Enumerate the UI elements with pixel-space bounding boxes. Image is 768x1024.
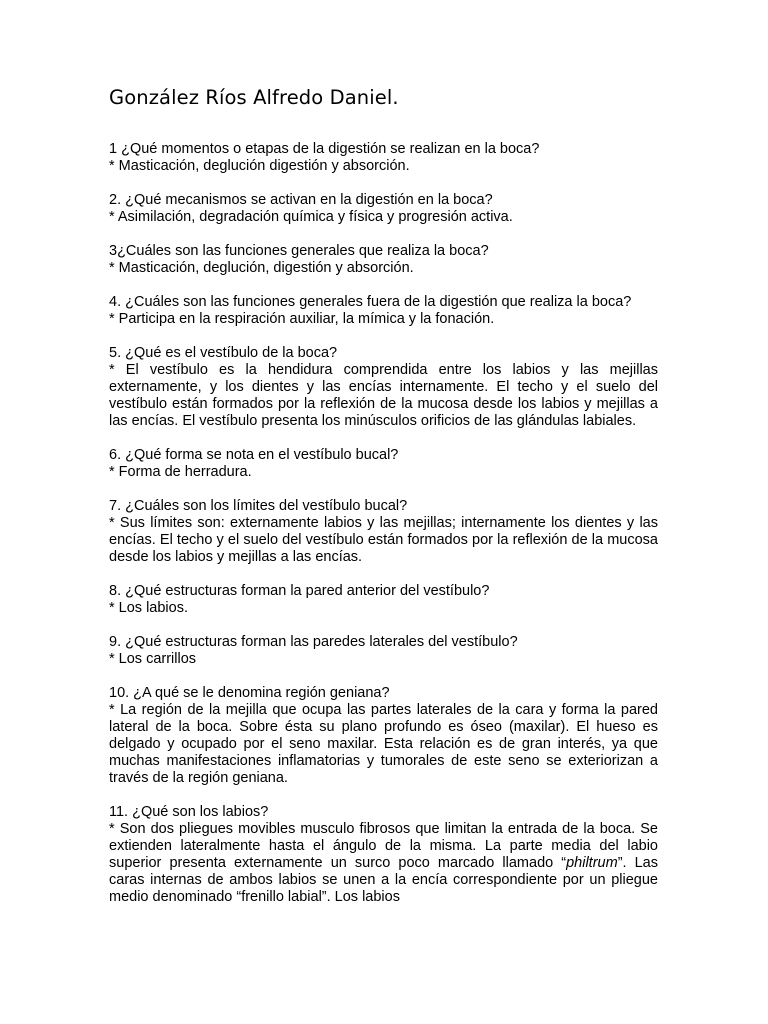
answer-text — [109, 821, 658, 906]
qa-item-4 — [109, 294, 658, 328]
answer-text: * Sus límites son: externamente labios y las mejillas; internamente los dientes y las encías. El techo y el suelo del vestíbulo están formados por la reflexión de la mucosa desde los labios y mejillas a las encías. — [109, 515, 658, 565]
question-text: 2. ¿Qué mecanismos se activan en la digestión en la boca? — [109, 192, 493, 208]
qa-item-3 — [109, 243, 658, 277]
question-text: 10. ¿A qué se le denomina región geniana? — [109, 685, 390, 701]
question-text: 7. ¿Cuáles son los límites del vestíbulo bucal? — [109, 498, 408, 514]
qa-item-6 — [109, 447, 658, 481]
qa-item-11 — [109, 804, 658, 906]
qa-item-1 — [109, 141, 658, 175]
question-text: 8. ¿Qué estructuras forman la pared anterior del vestíbulo? — [109, 583, 490, 599]
question-text: 11. ¿Qué son los labios? — [109, 804, 269, 820]
qa-item-9 — [109, 634, 658, 668]
answer-text: * Masticación, deglución digestión y absorción. — [109, 158, 410, 174]
answer-text: * Los carrillos — [109, 651, 197, 667]
question-text: 5. ¿Qué es el vestíbulo de la boca? — [109, 345, 338, 361]
qa-item-2 — [109, 192, 658, 226]
philtrum-term: philtrum — [566, 855, 618, 871]
author-name-title: González Ríos Alfredo Daniel. — [109, 86, 399, 109]
qa-item-5 — [109, 345, 658, 430]
answer-text: * Asimilación, degradación química y física y progresión activa. — [109, 209, 513, 225]
question-list — [109, 141, 658, 923]
answer-text-before-term: * Son dos pliegues movibles musculo fibrosos que limitan la entrada de la boca. Se extienden lateralmente hasta el ángulo de la misma. La parte media del labio superior presenta externamente un surco poco marcado llamado “ — [109, 821, 658, 871]
answer-text: * Participa en la respiración auxiliar, la mímica y la fonación. — [109, 311, 495, 327]
answer-text-after-term: ”. Las caras internas de ambos labios se unen a la encía correspondiente por un pliegue medio denominado “frenillo labial”. Los labios — [109, 855, 658, 905]
qa-item-7 — [109, 498, 658, 566]
answer-text: * La región de la mejilla que ocupa las partes laterales de la cara y forma la pared lateral de la boca. Sobre ésta su plano profundo es óseo (maxilar). El hueso es delgado y ocupado por el seno maxilar. Esta relación es de gran interés, ya que muchas manifestaciones inflamatorias y tumorales de este seno se exteriorizan a través de la región geniana. — [109, 702, 658, 786]
question-text: 9. ¿Qué estructuras forman las paredes laterales del vestíbulo? — [109, 634, 518, 650]
answer-text: * Masticación, deglución, digestión y absorción. — [109, 260, 414, 276]
qa-item-8 — [109, 583, 658, 617]
question-text: 6. ¿Qué forma se nota en el vestíbulo bucal? — [109, 447, 399, 463]
question-text: 1 ¿Qué momentos o etapas de la digestión se realizan en la boca? — [109, 141, 540, 157]
answer-text: * Los labios. — [109, 600, 188, 616]
answer-text: * El vestíbulo es la hendidura comprendida entre los labios y las mejillas externamente, y los dientes y las encías internamente. El techo y el suelo del vestíbulo están formados por la reflexión de la mucosa desde los labios y mejillas a las encías. El vestíbulo presenta los minúsculos orificios de las glándulas labiales. — [109, 362, 658, 429]
answer-text: * Forma de herradura. — [109, 464, 252, 480]
qa-item-10 — [109, 685, 658, 787]
question-text: 4. ¿Cuáles son las funciones generales fuera de la digestión que realiza la boca? — [109, 294, 632, 310]
question-text: 3¿Cuáles son las funciones generales que realiza la boca? — [109, 243, 489, 259]
